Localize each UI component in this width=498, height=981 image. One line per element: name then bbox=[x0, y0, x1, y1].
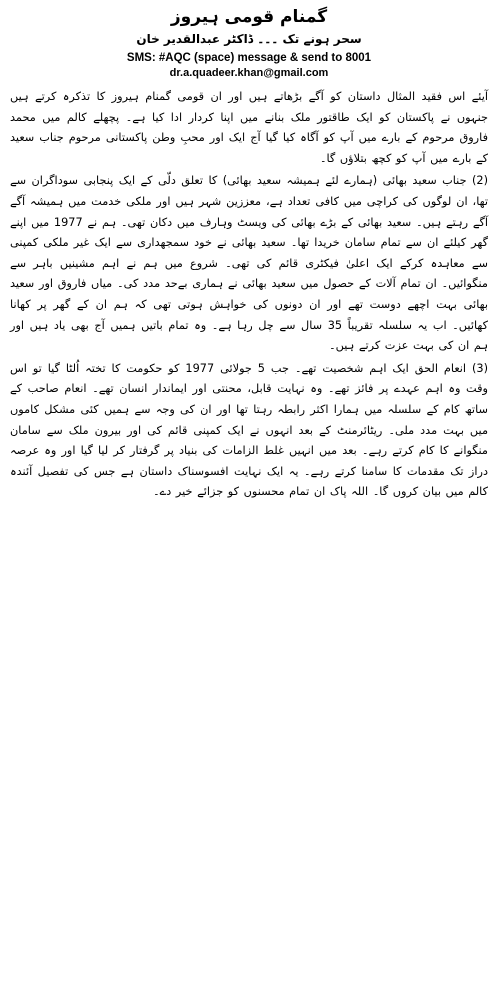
article-paragraph-inam-ul-haq: (3) انعام الحق ایک اہم شخصیت تھے۔ جب 5 جولائی 1977 کو حکومت کا تختہ اُلٹا گیا تو اس وقت وہ اہم عہدے پر فائز تھے۔ وہ نہایت قابل، محنتی اور ایماندار انسان تھے۔ انعام صاحب کے ساتھ کام کے سلسلہ میں ہمارا اکثر رابطہ رہتا تھا اور ان کی وجہ سے ہمیں کئی مشکل کاموں میں بہت مدد ملی۔ ریٹائرمنٹ کے بعد انہوں نے ایک کمپنی قائم کی اور بیرون ملک سے سامان منگوانے کا کام کرتے رہے۔ بعد میں انہیں غلط الزامات کی بنیاد پر گرفتار کر لیا گیا اور وہ عرصہ دراز تک مقدمات کا سامنا کرتے رہے۔ یہ ایک نہایت افسوسناک داستان ہے جس کی تفصیل آئندہ کالم میں بیان کروں گا۔ اللہ پاک ان تمام محسنوں کو جزائے خیر دے۔ bbox=[10, 361, 488, 499]
column-byline: سحر ہونے تک ۔۔۔ ڈاکٹر عبدالقدیر خان bbox=[136, 32, 362, 46]
article-title: گمنام قومی ہیروز bbox=[170, 7, 328, 27]
article-paragraph-saeed: (2) جناب سعید بھائی (ہمارے لئے ہمیشہ سعید بھائی) کا تعلق دلّی کے ایک پنجابی سوداگران سے تھا، ان لوگوں کی کراچی میں کافی تعداد ہے، معززین شہر ہیں اور ملکی خدمت میں ہمیشہ آگے آگے رہتے ہیں۔ سعید بھائی کے بڑے بھائی کی ویسٹ وہارف میں دکان تھی۔ ہم نے 1977 میں اپنے گھر کیلئے ان سے تمام سامان خریدا تھا۔ سعید بھائی نے خود سمجھداری سے ایک غیر ملکی کمپنی سے معاہدہ کرکے ایک اعلیٰ فیکٹری قائم کی تھی۔ شروع میں ہم نے اہم مشینیں باہر سے منگوائیں۔ ان تمام آلات کے حصول میں سعید بھائی نے ہماری بےحد مدد کی۔ میاں فاروق اور سعید بھائی بہت اچھے دوست تھے اور ان دونوں کی خواہش ہوتی تھی کہ ہم ان کے گھر پر کھانا کھائیں۔ اب یہ سلسلہ تقریباً 35 سال سے چل رہا ہے۔ وہ تمام باتیں ہمیں آج بھی یاد ہیں اور ہم ان کی بہت عزت کرتے ہیں۔ bbox=[10, 174, 489, 353]
author-email: dr.a.quadeer.khan@gmail.com bbox=[169, 67, 329, 79]
article-paragraph-intro: آیئے اس فقید المثال داستان کو آگے بڑھاتے ہیں اور ان قومی گمنام ہیروز کا تذکرہ کرتے ہیں جنہوں نے پاکستان کو ایک طاقتور ملک بنانے میں اپنا کردار ادا کیا ہے۔ پچھلے کالم میں محمد فاروق مرحوم کے بارے میں آپ کو آگاہ کیا گیا آج ایک اور محبِ وطن پاکستانی مرحوم جناب سعید کے بارے میں آپ کو کچھ بتلاؤں گا۔ bbox=[10, 90, 488, 165]
sms-subscription-line: SMS: #AQC (space) message & send to 8001 bbox=[126, 52, 372, 64]
article-header bbox=[10, 6, 488, 81]
article-body bbox=[10, 87, 488, 503]
